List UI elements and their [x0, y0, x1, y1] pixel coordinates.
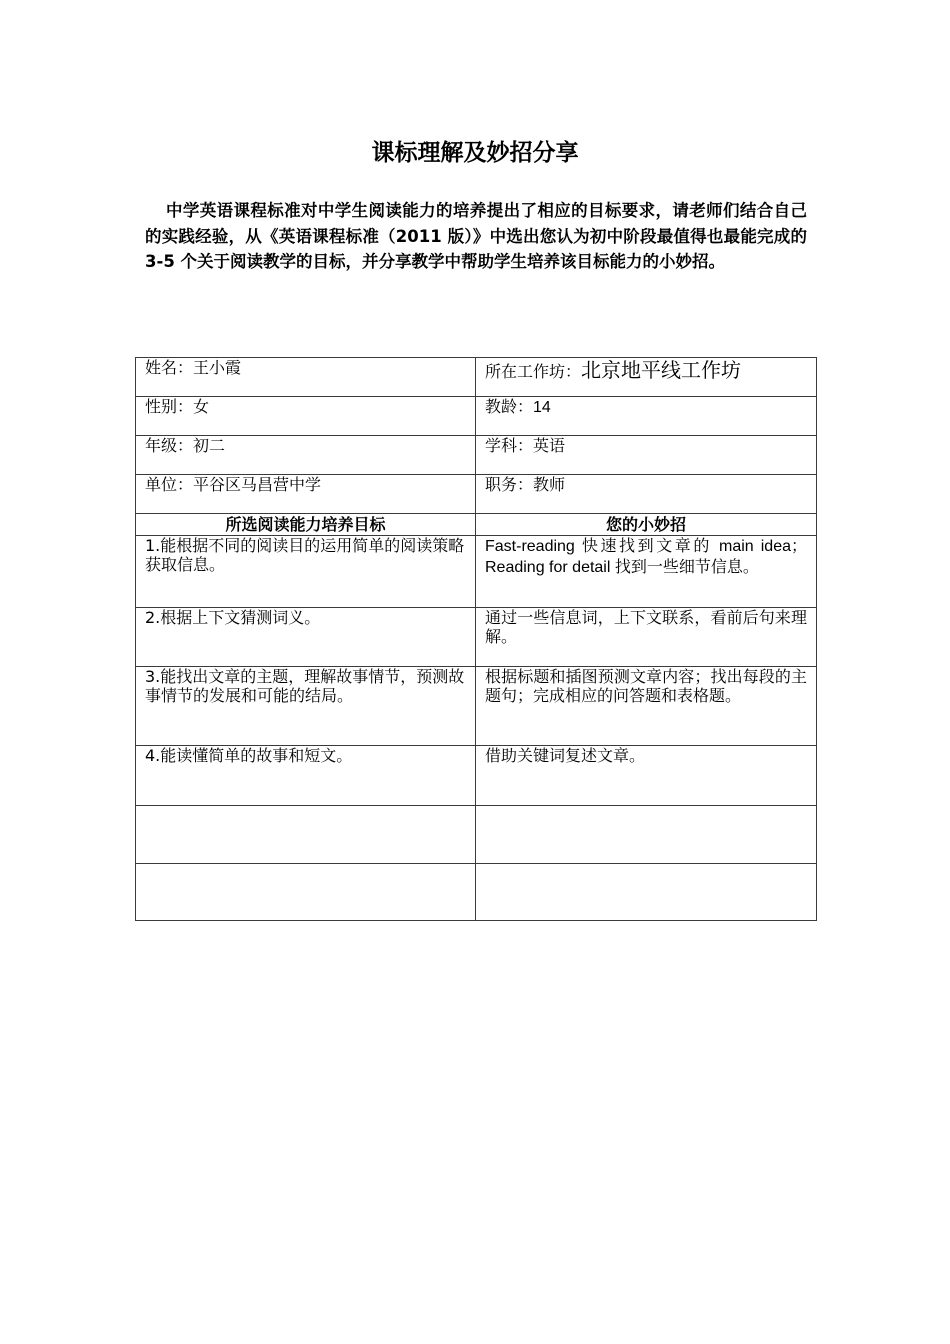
table-header-row — [136, 514, 817, 536]
position-label: 职务： — [485, 475, 534, 494]
tip-cell — [476, 864, 817, 921]
grade-value: 初二 — [193, 436, 226, 455]
name-value: 王小霞 — [193, 358, 242, 377]
unit-cell — [136, 475, 476, 514]
table-row — [136, 397, 817, 436]
intro-text: 中学英语课程标准对中学生阅读能力的培养提出了相应的目标要求，请老师们结合自己的实践经验，从《英语课程标准（2011 版）》中选出您认为初中阶段最值得也最能完成的 3-5 个关于阅读教学的目标，并分享教学中帮助学生培养该目标能力的小妙招。 — [145, 201, 807, 271]
tip-cell: 借助关键词复述文章。 — [476, 746, 817, 806]
tip-cell: 通过一些信息词，上下文联系，看前后句来理解。 — [476, 608, 817, 667]
table-row — [136, 475, 817, 514]
table-row — [136, 608, 817, 667]
name-label: 姓名： — [145, 358, 194, 377]
position-cell — [476, 475, 817, 514]
goal-cell: 1.能根据不同的阅读目的运用简单的阅读策略获取信息。 — [136, 536, 476, 608]
goal-cell: 2.根据上下文猜测词义。 — [136, 608, 476, 667]
table-row — [136, 667, 817, 746]
teaching-years-cell — [476, 397, 817, 436]
tip-cell: 根据标题和插图预测文章内容；找出每段的主题句；完成相应的问答题和表格题。 — [476, 667, 817, 746]
unit-label: 单位： — [145, 475, 194, 494]
workshop-label: 所在工作坊： — [485, 362, 582, 381]
tip-cell — [476, 806, 817, 864]
unit-value: 平谷区马昌营中学 — [193, 475, 322, 494]
teaching-years-label: 教龄： — [485, 397, 534, 416]
intro-paragraph — [145, 198, 807, 275]
subject-cell — [476, 436, 817, 475]
position-value: 教师 — [533, 475, 566, 494]
tips-column-header: 您的小妙招 — [476, 514, 817, 536]
goal-cell — [136, 806, 476, 864]
table-row — [136, 436, 817, 475]
goal-cell: 3.能找出文章的主题，理解故事情节，预测故事情节的发展和可能的结局。 — [136, 667, 476, 746]
grade-cell — [136, 436, 476, 475]
workshop-value: 北京地平线工作坊 — [581, 358, 742, 382]
tip-line: Reading for detail 找到一些细节信息。 — [485, 559, 759, 576]
tip-cell — [476, 536, 817, 608]
table-row — [136, 864, 817, 921]
workshop-cell — [476, 358, 817, 397]
table-row — [136, 358, 817, 397]
gender-label: 性别： — [145, 397, 194, 416]
goal-cell — [136, 864, 476, 921]
teaching-years-value: 14 — [533, 399, 551, 416]
table-row — [136, 806, 817, 864]
name-cell — [136, 358, 476, 397]
grade-label: 年级： — [145, 436, 194, 455]
goals-column-header: 所选阅读能力培养目标 — [136, 514, 476, 536]
teacher-info-table — [135, 357, 817, 921]
subject-label: 学科： — [485, 436, 534, 455]
document-title: 课标理解及妙招分享 — [371, 140, 579, 166]
gender-value: 女 — [193, 397, 210, 416]
gender-cell — [136, 397, 476, 436]
table-row — [136, 536, 817, 608]
subject-value: 英语 — [533, 436, 566, 455]
table-row — [136, 746, 817, 806]
goal-cell: 4.能读懂简单的故事和短文。 — [136, 746, 476, 806]
tip-line: Fast-reading 快速找到文章的 main idea； — [485, 538, 807, 555]
